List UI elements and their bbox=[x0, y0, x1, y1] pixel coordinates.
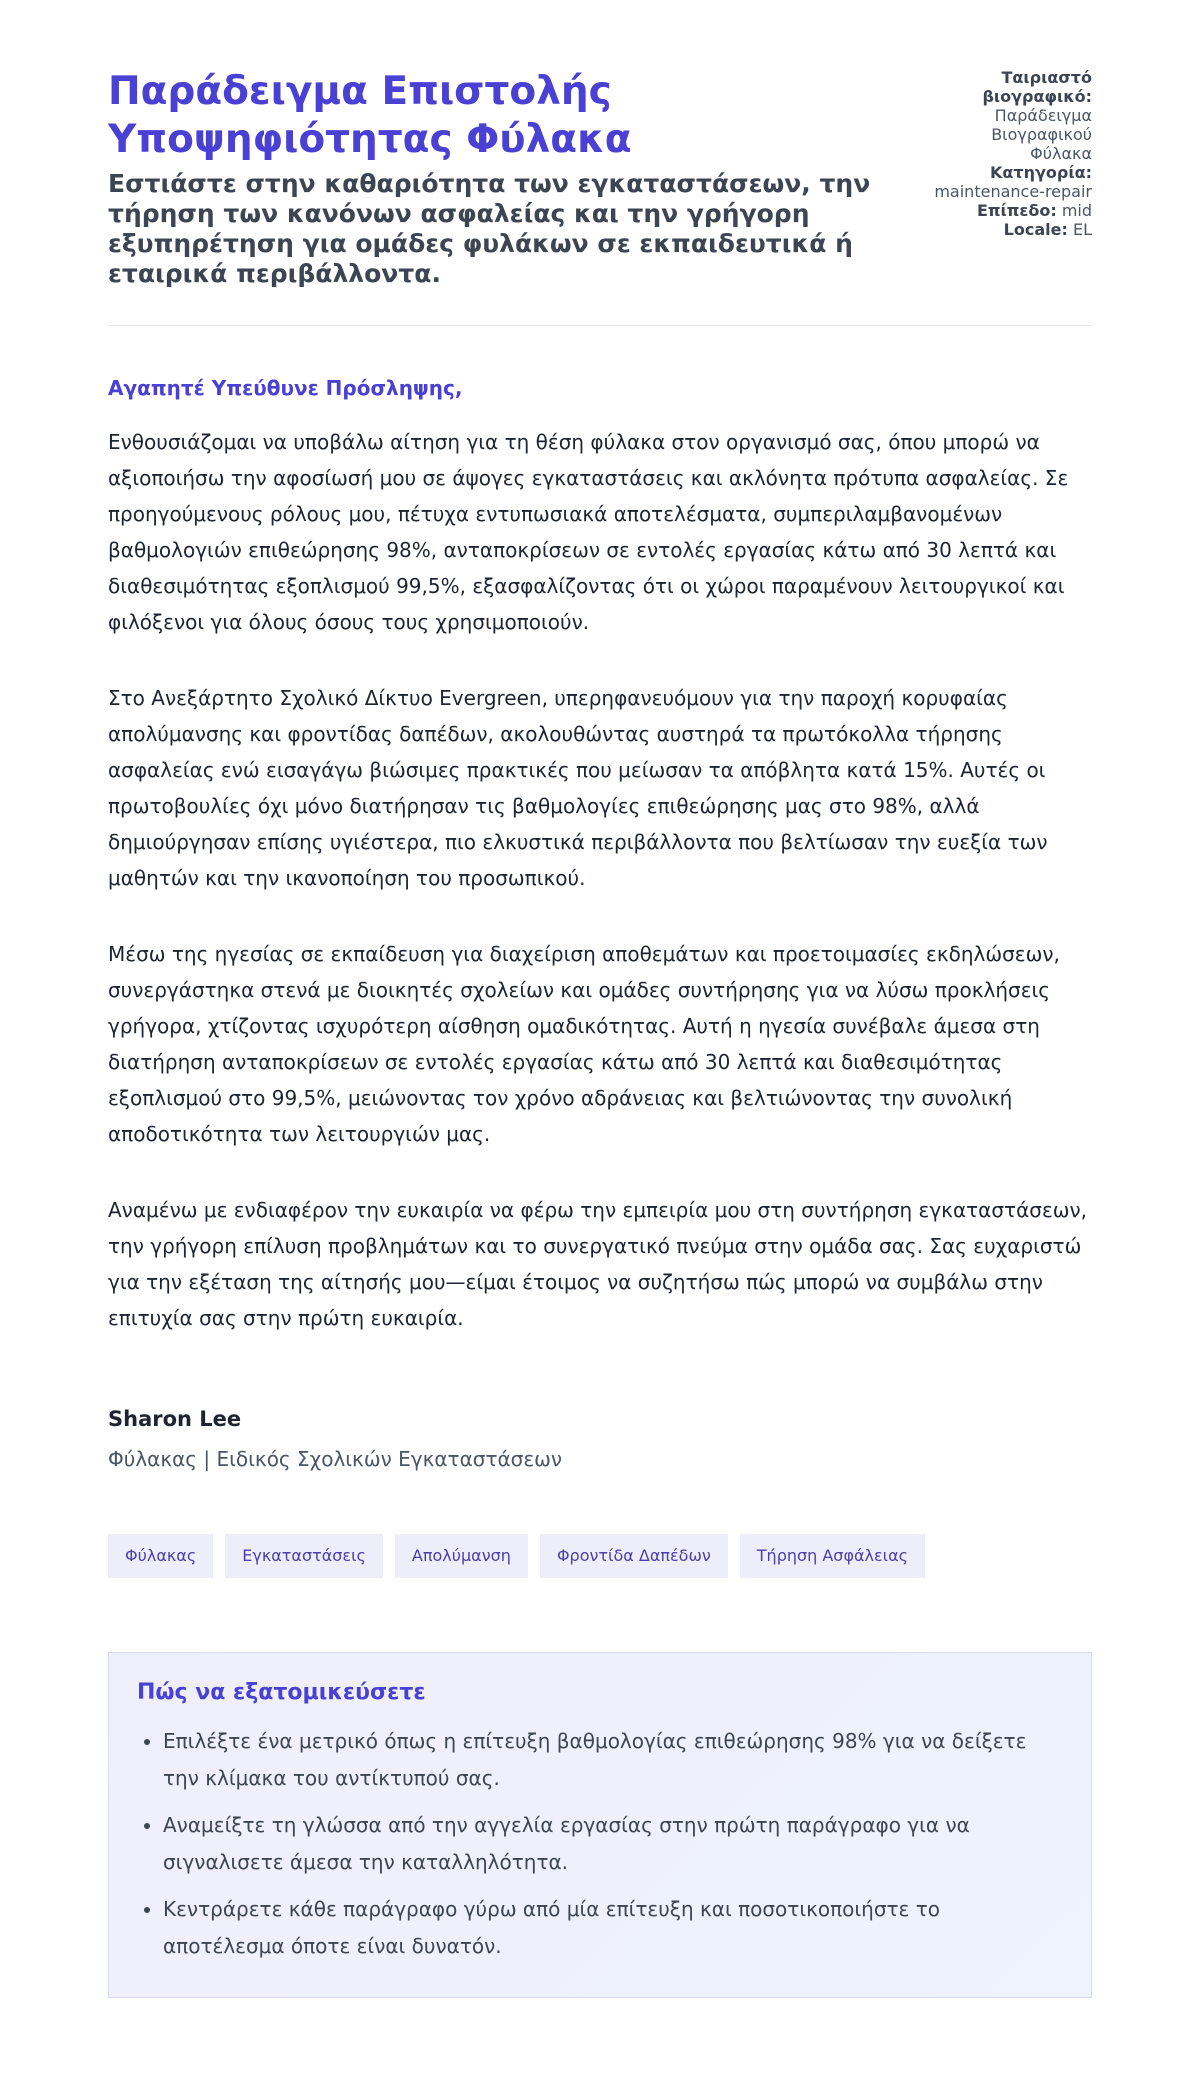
page-title: Παράδειγμα Επιστολής Υποψηφιότητας Φύλακα bbox=[108, 69, 632, 162]
meta-level-value: mid bbox=[1061, 201, 1092, 220]
letter-greeting: Αγαπητέ Υπεύθυνε Πρόσληψης, bbox=[108, 376, 463, 400]
meta-locale-value: EL bbox=[1072, 220, 1092, 239]
letter-paragraph-1: Ενθουσιάζομαι να υποβάλω αίτηση για τη θέση φύλακα στον οργανισμό σας, όπου μπορώ να αξιοποιήσω την αφοσίωσή μου σε άψογες εγκαταστάσεις και ακλόνητα πρότυπα ασφαλείας. Σε προηγούμενους ρόλους μου, πέτυχα εντυπωσιακά αποτελέσματα, συμπεριλαμβανομένων βαθμολογιών επιθεώρησης 98%, ανταποκρίσεων σε εντολές εργασίας κάτω από 30 λεπτά και διαθεσιμότητας εξοπλισμού 99,5%, εξασφαλίζοντας ότι οι χώροι παραμένουν λειτουργικοί και φιλόξενοι για όλους όσους τους χρησιμοποιούν. bbox=[108, 430, 1069, 634]
tip-item: • Επιλέξτε ένα μετρικό όπως η επίτευξη βαθμολογίας επιθεώρησης 98% για να δείξετε την κλίμακα του αντίκτυπού σας. bbox=[163, 1723, 1063, 1797]
meta-level-label: Επίπεδο: bbox=[976, 201, 1057, 220]
meta-locale bbox=[932, 220, 1092, 239]
page-subtitle: Εστιάστε στην καθαριότητα των εγκαταστάσεων, την τήρηση των κανόνων ασφαλείας και την γρήγορη εξυπηρέτηση για ομάδες φυλάκων σε εκπαιδευτικά ή εταιρικά περιβάλλοντα. bbox=[108, 169, 871, 288]
meta-resume-value: Παράδειγμα Βιογραφικού Φύλακα bbox=[991, 106, 1092, 163]
meta-category bbox=[932, 163, 1092, 201]
tag-item: Τήρηση Ασφάλειας bbox=[740, 1534, 925, 1578]
meta-resume-label: Ταιριαστό βιογραφικό: bbox=[982, 68, 1092, 106]
tip-item: • Αναμείξτε τη γλώσσα από την αγγελία εργασίας στην πρώτη παράγραφο για να σιγναλισετε άμεσα την καταλληλότητα. bbox=[163, 1807, 1063, 1881]
tips-title: Πώς να εξατομικεύσετε bbox=[137, 1680, 426, 1705]
customization-tips-box bbox=[108, 1652, 1092, 1998]
tag-item: Απολύμανση bbox=[395, 1534, 528, 1578]
tag-item: Φροντίδα Δαπέδων bbox=[540, 1534, 728, 1578]
meta-category-label: Κατηγορία: bbox=[990, 163, 1092, 182]
signature-block bbox=[108, 1406, 1092, 1472]
letter-paragraph-4: Αναμένω με ενδιαφέρον την ευκαιρία να φέρω την εμπειρία μου στη συντήρηση εγκαταστάσεων, την γρήγορη επίλυση προβλημάτων και το συνεργατικό πνεύμα στην ομάδα σας. Σας ευχαριστώ για την εξέταση της αίτησής μου—είμαι έτοιμος να συζητήσω πώς μπορώ να συμβάλω στην επιτυχία σας στην πρώτη ευκαιρία. bbox=[108, 1198, 1088, 1330]
tag-item: Φύλακας bbox=[108, 1534, 213, 1578]
meta-level bbox=[932, 201, 1092, 220]
meta-panel bbox=[932, 68, 1092, 239]
header-titles bbox=[108, 68, 908, 289]
tag-list bbox=[108, 1534, 1092, 1578]
signature-role: Φύλακας | Ειδικός Σχολικών Εγκαταστάσεων bbox=[108, 1447, 563, 1471]
tag-item: Εγκαταστάσεις bbox=[225, 1534, 383, 1578]
signature-name: Sharon Lee bbox=[108, 1407, 242, 1431]
letter-paragraph-3: Μέσω της ηγεσίας σε εκπαίδευση για διαχείριση αποθεμάτων και προετοιμασίες εκδηλώσεων, συνεργάστηκα στενά με διοικητές σχολείων και ομάδες συντήρησης για να λύσω προκλήσεις γρήγορα, χτίζοντας ισχυρότερη αίσθηση ομαδικότητας. Αυτή η ηγεσία συνέβαλε άμεσα στη διατήρηση ανταποκρίσεων σε εντολές εργασίας κάτω από 30 λεπτά και διαθεσιμότητας εξοπλισμού στο 99,5%, μειώνοντας τον χρόνο αδράνειας και βελτιώνοντας την συνολική αποδοτικότητα των λειτουργιών μας. bbox=[108, 942, 1060, 1146]
meta-locale-label: Locale: bbox=[1003, 220, 1068, 239]
letter-paragraph-2: Στο Ανεξάρτητο Σχολικό Δίκτυο Evergreen, υπερηφανευόμουν για την παροχή κορυφαίας απολύμανσης και φροντίδας δαπέδων, ακολουθώντας αυστηρά τα πρωτόκολλα τήρησης ασφαλείας ενώ εισαγάγω βιώσιμες πρακτικές που μείωσαν τα απόβλητα κατά 15%. Αυτές οι πρωτοβουλίες όχι μόνο διατήρησαν τις βαθμολογίες επιθεώρησης μας στο 98%, αλλά δημιούργησαν επίσης υγιέστερα, πιο ελκυστικά περιβάλλοντα που βελτίωσαν την ευεξία των μαθητών και την ικανοποίηση του προσωπικού. bbox=[108, 686, 1048, 890]
meta-resume bbox=[932, 68, 1092, 163]
page-header bbox=[108, 0, 1092, 326]
letter-body bbox=[108, 376, 1092, 1472]
meta-category-value: maintenance-repair bbox=[934, 182, 1092, 201]
tip-item: • Κεντράρετε κάθε παράγραφο γύρω από μία επίτευξη και ποσοτικοποιήστε το αποτέλεσμα όποτε είναι δυνατόν. bbox=[163, 1891, 1063, 1965]
tips-list bbox=[137, 1723, 1063, 1965]
